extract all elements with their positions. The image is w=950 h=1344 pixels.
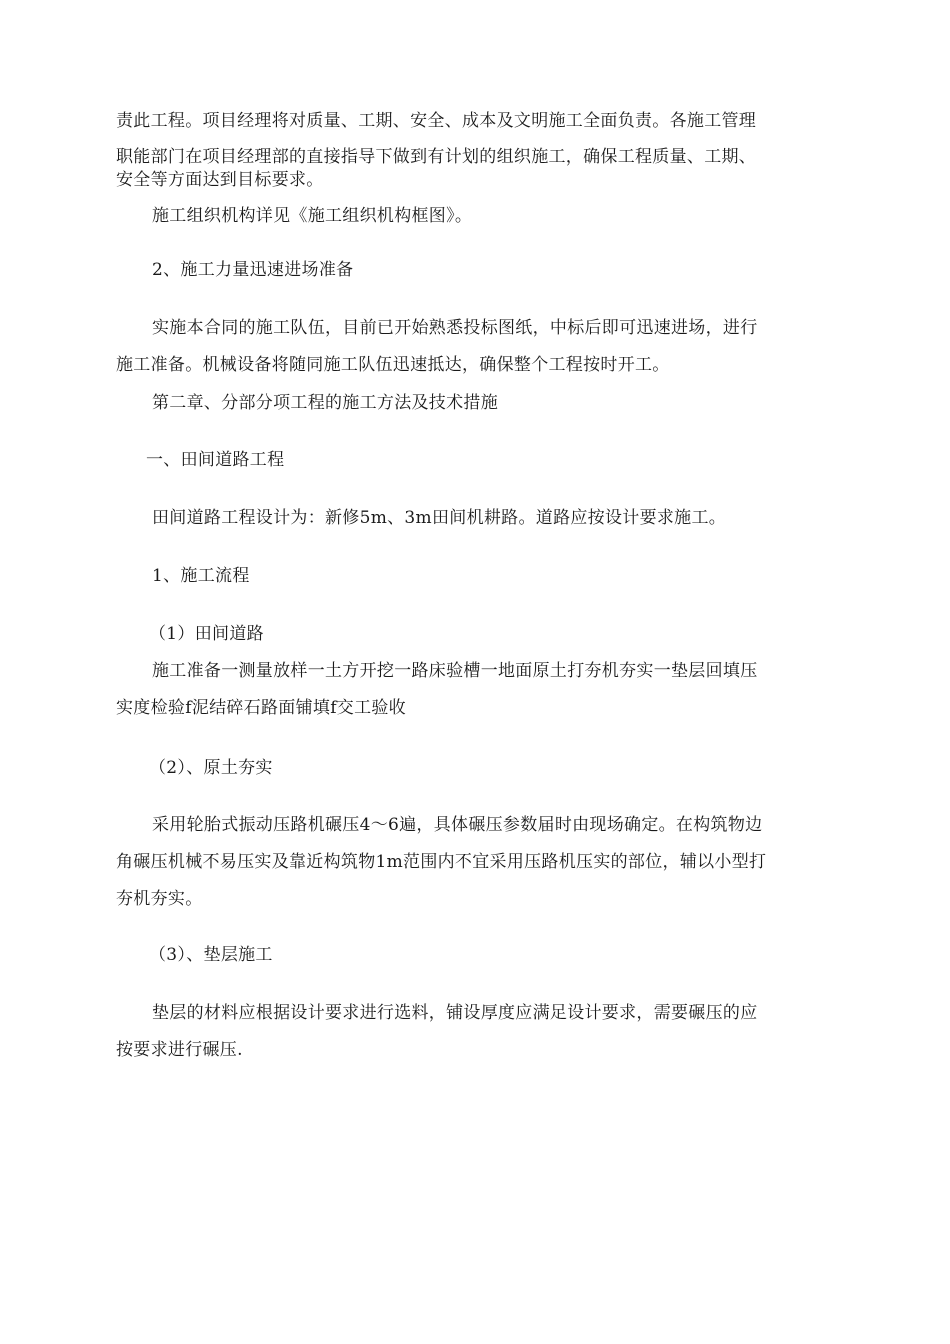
subsection-heading: （1）田间道路 <box>149 624 264 644</box>
paragraph-line: 田间道路工程设计为：新修5m、3m田间机耕路。道路应按设计要求施工。 <box>152 508 727 528</box>
paragraph-line: 施工准备。机械设备将随同施工队伍迅速抵达，确保整个工程按时开工。 <box>116 355 670 375</box>
paragraph-line: 角碾压机械不易压实及靠近构筑物1m范围内不宜采用压路机压实的部位，辅以小型打 <box>116 852 767 872</box>
paragraph-line: 实度检验f泥结碎石路面铺填f交工验收 <box>116 698 406 718</box>
subsection-heading: （2）、原土夯实 <box>149 758 273 778</box>
section-heading: 一、田间道路工程 <box>146 450 285 470</box>
paragraph-line: 责此工程。项目经理将对质量、工期、安全、成本及文明施工全面负责。各施工管理 <box>116 111 757 131</box>
paragraph-line: 采用轮胎式振动压路机碾压4〜6遍，具体碾压参数届时由现场确定。在构筑物边 <box>152 815 763 835</box>
paragraph-line: 施工组织机构详见《施工组织机构框图》。 <box>152 206 473 226</box>
section-heading: 1、施工流程 <box>152 566 250 586</box>
paragraph-line: 按要求进行碾压. <box>116 1040 243 1060</box>
paragraph-line: 施工准备一测量放样一土方开挖一路床验槽一地面原土打夯机夯实一垫层回填压 <box>152 661 758 681</box>
paragraph-line: 实施本合同的施工队伍，目前已开始熟悉投标图纸，中标后即可迅速进场，进行 <box>152 318 758 338</box>
subsection-heading: （3）、垫层施工 <box>149 945 273 965</box>
paragraph-line: 垫层的材料应根据设计要求进行选料，铺设厚度应满足设计要求，需要碾压的应 <box>152 1003 758 1023</box>
chapter-heading: 第二章、分部分项工程的施工方法及技术措施 <box>152 393 498 413</box>
paragraph-line: 夯机夯实。 <box>116 889 203 909</box>
paragraph-line: 安全等方面达到目标要求。 <box>116 170 324 190</box>
section-heading: 2、施工力量迅速进场准备 <box>152 260 354 280</box>
paragraph-line: 职能部门在项目经理部的直接指导下做到有计划的组织施工，确保工程质量、工期、 <box>116 147 757 167</box>
